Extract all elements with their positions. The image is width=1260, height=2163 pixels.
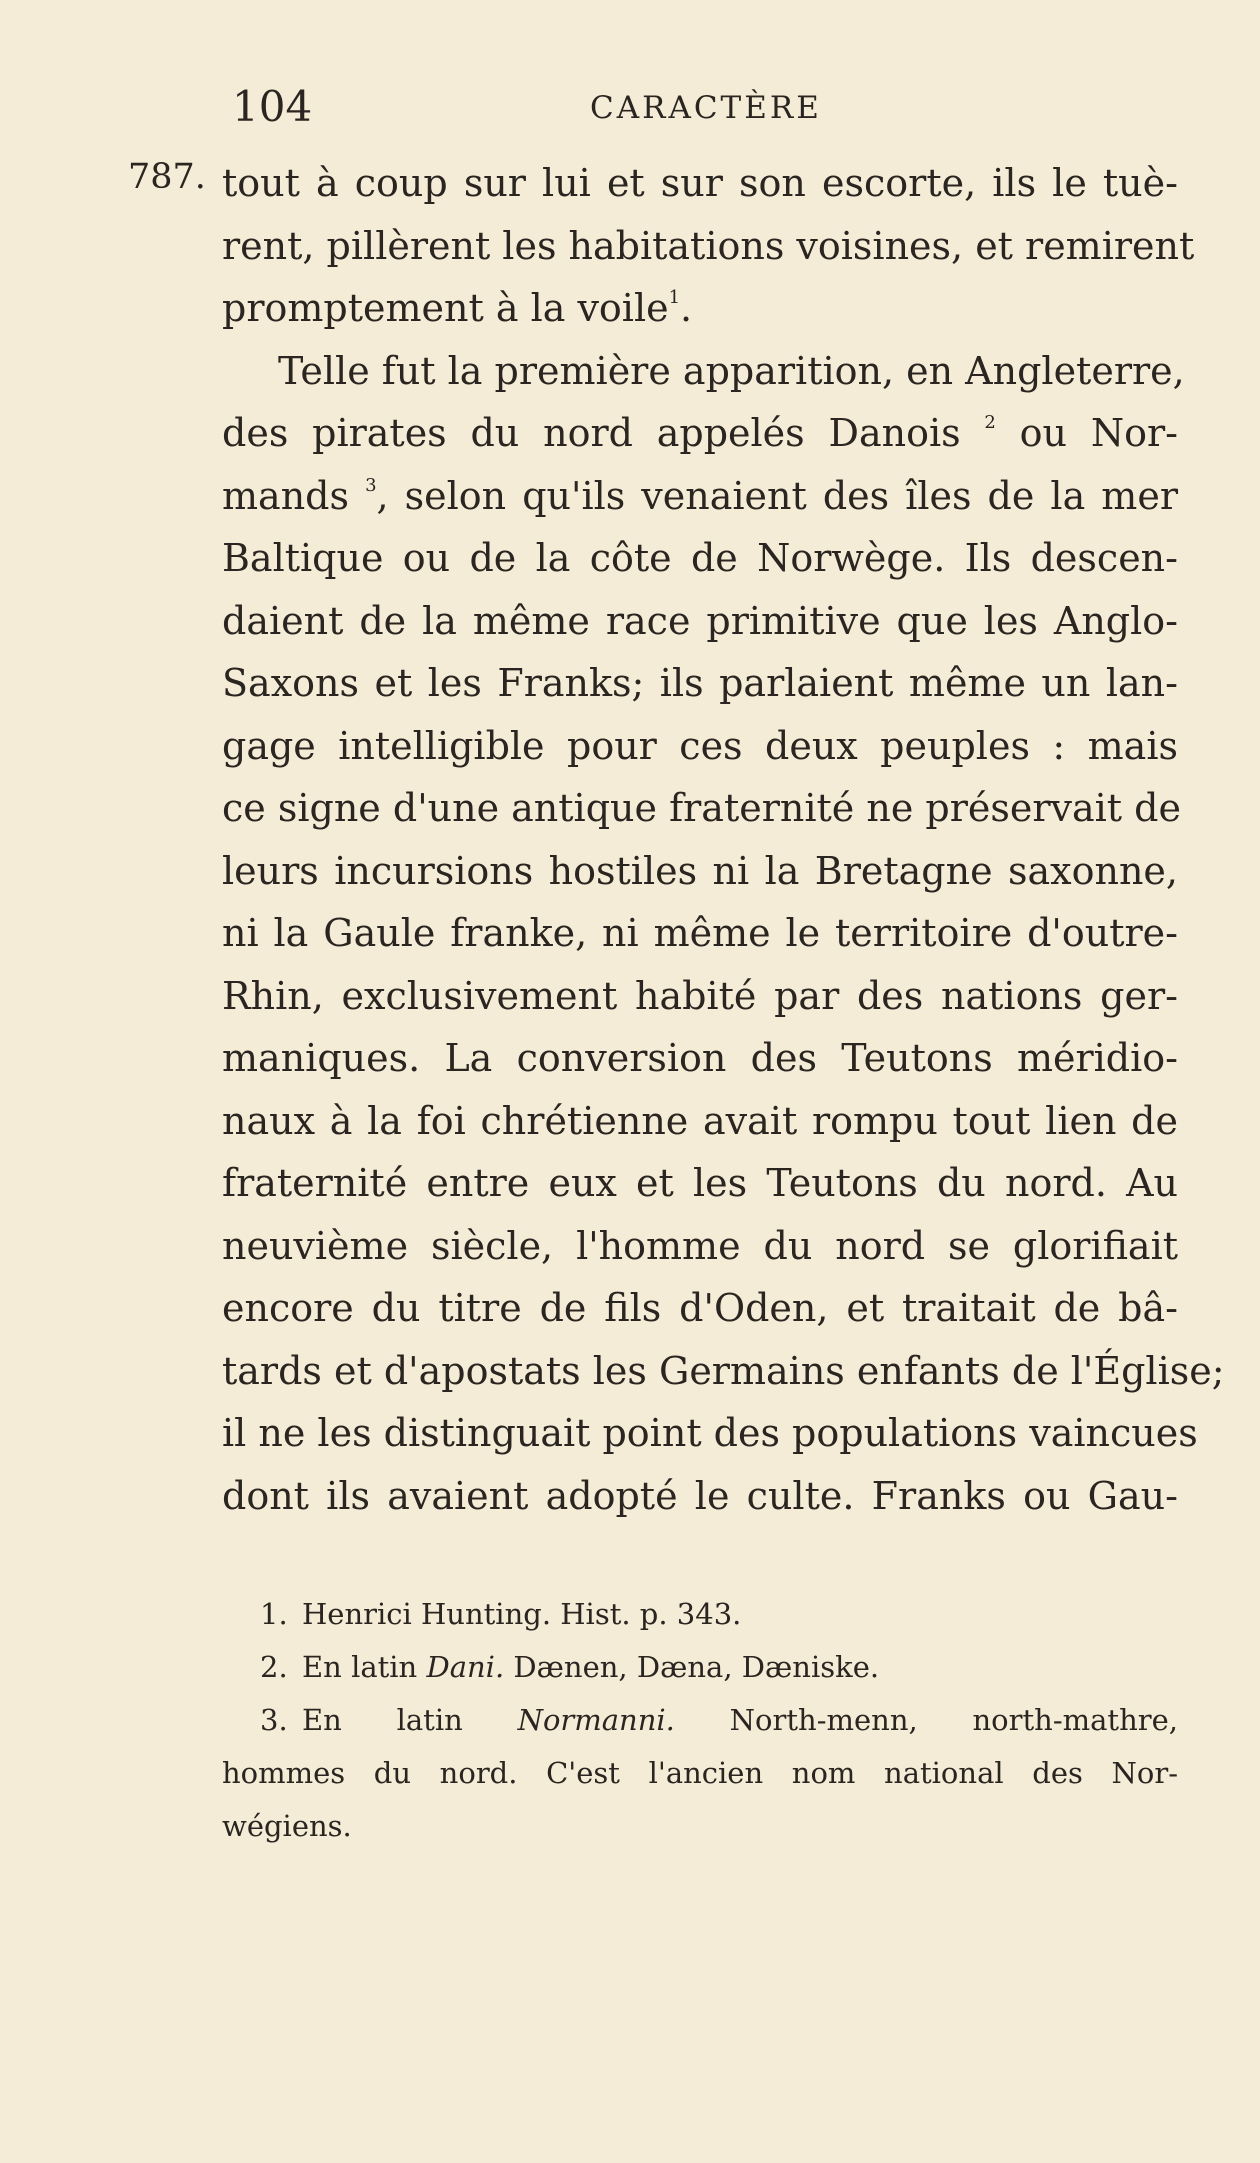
footnote-2: 2. En latin Dani. Dænen, Dæna, Dæniske. bbox=[260, 1650, 880, 1684]
text-line: gage intelligible pour ces deux peuples : mais bbox=[222, 723, 1178, 768]
text-line: rent, pillèrent les habitations voisines, et remirent bbox=[222, 223, 1195, 268]
text-line: tout à coup sur lui et sur son escorte, ils le tuè- bbox=[222, 161, 1178, 205]
text-line: neuvième siècle, l'homme du nord se glorifiait bbox=[222, 1223, 1178, 1268]
footnotes bbox=[222, 1588, 1178, 1853]
text-line: Telle fut la première apparition, en Angleterre, bbox=[278, 348, 1185, 393]
text-line: leurs incursions hostiles ni la Bretagne saxonne, bbox=[222, 848, 1178, 893]
text-line: Saxons et les Franks; ils parlaient même un lan- bbox=[222, 661, 1178, 705]
text-line: des pirates du nord appelés Danois $^2$ ou Nor- bbox=[222, 411, 1178, 455]
text-line: Baltique ou de la côte de Norwège. Ils descen- bbox=[222, 536, 1178, 580]
text-line: ni la Gaule franke, ni même le territoire d'outre- bbox=[222, 911, 1178, 955]
text-line: tards et d'apostats les Germains enfants de l'Église; bbox=[222, 1348, 1225, 1393]
body-text bbox=[222, 152, 1225, 1527]
footnote-3-continued: wégiens. bbox=[222, 1809, 352, 1843]
text-line: il ne les distinguait point des populations vaincues bbox=[222, 1411, 1198, 1455]
footnote-ref: 1 bbox=[668, 287, 681, 308]
margin-year-note: 787. bbox=[128, 157, 206, 197]
footnote-ref: 3 bbox=[365, 474, 377, 496]
text-line: promptement à la voile$^1$. bbox=[222, 286, 693, 330]
running-title: CARACTÈRE bbox=[590, 90, 822, 126]
text-line: maniques. La conversion des Teutons méridio- bbox=[222, 1036, 1178, 1080]
text-line: Rhin, exclusivement habité par des nations ger- bbox=[222, 973, 1178, 1018]
text-line: dont ils avaient adopté le culte. Franks ou Gau- bbox=[222, 1473, 1178, 1518]
footnote-3-continued: hommes du nord. C'est l'ancien nom national des Nor- bbox=[222, 1756, 1178, 1790]
page-number: 104 bbox=[232, 82, 313, 131]
footnote-ref: 2 bbox=[984, 412, 996, 433]
text-line: fraternité entre eux et les Teutons du nord. Au bbox=[222, 1161, 1178, 1205]
text-line: mands $^3$, selon qu'ils venaient des îles de la mer bbox=[222, 473, 1178, 518]
footnote-1: 1. Henrici Hunting. Hist. p. 343. bbox=[260, 1597, 742, 1631]
text-line: naux à la foi chrétienne avait rompu tout lien de bbox=[222, 1098, 1178, 1143]
footnote-3: 3. En latin Normanni. North-menn, north-mathre, bbox=[260, 1703, 1178, 1737]
page-header bbox=[0, 82, 1260, 142]
text-line: encore du titre de fils d'Oden, et traitait de bâ- bbox=[222, 1286, 1178, 1330]
text-line: ce signe d'une antique fraternité ne préservait de bbox=[222, 786, 1181, 830]
text-line: daient de la même race primitive que les Anglo- bbox=[222, 598, 1178, 643]
